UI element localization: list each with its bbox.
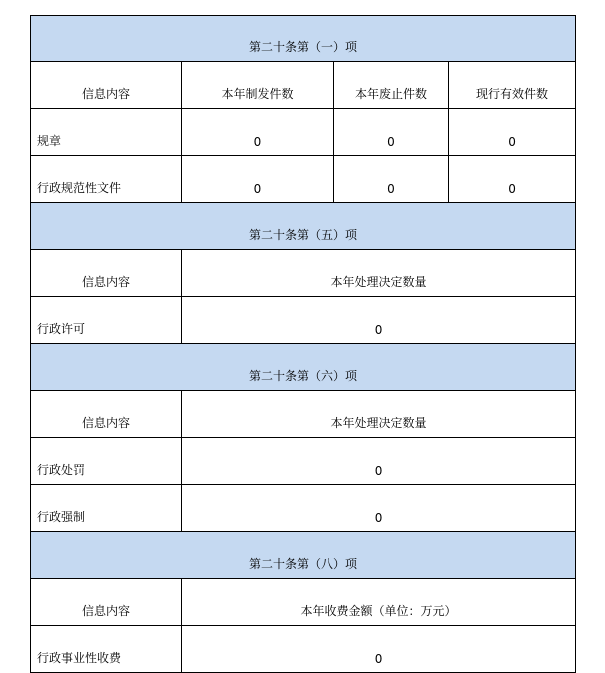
section-title: 第二十条第（一）项 (31, 16, 576, 62)
section-title: 第二十条第（六）项 (31, 344, 576, 391)
column-header-repealed: 本年废止件数 (334, 62, 449, 109)
section-header-1 (31, 16, 576, 62)
disclosure-table (30, 15, 576, 673)
row-label: 行政强制 (31, 485, 182, 532)
column-header-content: 信息内容 (31, 391, 182, 438)
cell-value: 0 (182, 626, 576, 673)
table-row (31, 297, 576, 344)
table-row (31, 438, 576, 485)
column-header-decisions: 本年处理决定数量 (182, 250, 576, 297)
cell-value: 0 (182, 297, 576, 344)
row-label: 行政规范性文件 (31, 156, 182, 203)
cell-value: 0 (334, 109, 449, 156)
section-header-5 (31, 203, 576, 250)
column-header-effective: 现行有效件数 (449, 62, 576, 109)
section-title: 第二十条第（五）项 (31, 203, 576, 250)
cell-value: 0 (182, 438, 576, 485)
cell-value: 0 (449, 156, 576, 203)
column-header-row (31, 391, 576, 438)
row-label: 规章 (31, 109, 182, 156)
row-label: 行政事业性收费 (31, 626, 182, 673)
cell-value: 0 (449, 109, 576, 156)
cell-value: 0 (334, 156, 449, 203)
table-row (31, 626, 576, 673)
column-header-fees: 本年收费金额（单位：万元） (182, 579, 576, 626)
row-label: 行政许可 (31, 297, 182, 344)
cell-value: 0 (182, 109, 334, 156)
column-header-issued: 本年制发件数 (182, 62, 334, 109)
column-header-row (31, 62, 576, 109)
section-title: 第二十条第（八）项 (31, 532, 576, 579)
table-row (31, 156, 576, 203)
section-header-8 (31, 532, 576, 579)
column-header-row (31, 579, 576, 626)
cell-value: 0 (182, 485, 576, 532)
table-row (31, 485, 576, 532)
row-label: 行政处罚 (31, 438, 182, 485)
section-header-6 (31, 344, 576, 391)
column-header-content: 信息内容 (31, 250, 182, 297)
cell-value: 0 (182, 156, 334, 203)
column-header-decisions: 本年处理决定数量 (182, 391, 576, 438)
column-header-content: 信息内容 (31, 579, 182, 626)
column-header-row (31, 250, 576, 297)
column-header-content: 信息内容 (31, 62, 182, 109)
table-row (31, 109, 576, 156)
